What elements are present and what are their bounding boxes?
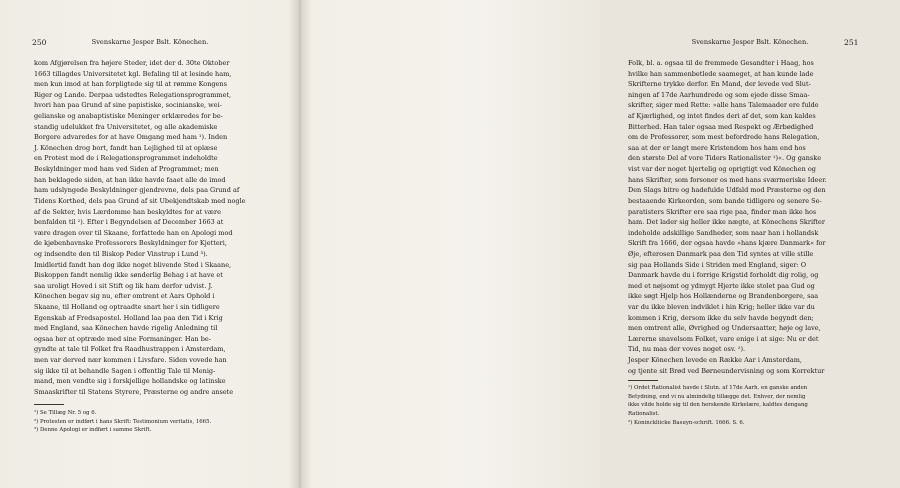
text-line: gelianske og anabaptistiske Meninger erklæredes for be- (34, 112, 223, 121)
text-line: Folk, bl. a. ogsaa til de fremmede Gesandter i Haag, hos (628, 59, 814, 67)
footnote-line: ³) Denne Apologi er indført i samme Skrift. (34, 427, 152, 434)
text-line: gyndte at tale til Folket fra Raadhustrappen i Amsterdam, (34, 345, 226, 354)
text-line: paratisters Skrifter ere saa rige paa, finder man ikke hos (628, 207, 817, 216)
right-page (300, 0, 859, 488)
text-line: Skrifterne trykke derfor. En Mand, der levede ved Slut- (628, 80, 811, 89)
footnotes (628, 384, 866, 427)
footnotes (34, 409, 272, 435)
text-line: men kun imod at han forpligtede sig til at rømme Kongens (34, 80, 227, 89)
text-line: om de Professorer, som mest befordrede hans Relegation, (628, 133, 820, 142)
footnote-line: Rationalist. (628, 411, 660, 418)
text-line: af Kjærlighed, og intet findes deri af det, som kan kaldes (628, 112, 816, 121)
text-line: kom Afgjørelsen fra højere Steder, idet der d. 30te Oktober (34, 59, 230, 67)
text-line: og indsendte den til Biskop Peder Vinstrup i Lund ³). (34, 249, 208, 258)
text-line: saa uroligt Hoved i sit Stift og lik ham derfor udvist. J. (34, 281, 213, 290)
text-line: de kjøbenhavnske Professorers Beskyldninger for Kjetteri, (34, 239, 227, 248)
text-line: med England, saa Könechen havde rigelig Anledning til (34, 324, 218, 333)
text-line: var du ikke bleven indviklet i hin Krig; heller ikke var du (628, 303, 815, 312)
text-line: ham. Det lader sig heller ikke nægte, at Könechens Skrifter (628, 218, 825, 227)
text-line: hvilke han sammenbetlede saameget, at han kunde lade (628, 69, 814, 78)
text-line: af de Sekter, hvis Lærdomme han beskyldtes for at være (34, 207, 221, 216)
text-line: standig udelukket fra Universitetet, og alle akademiske (34, 122, 218, 131)
text-line: Borgere advaredes for at have Omgang med ham ¹). Inden (34, 133, 228, 142)
text-line: skrifter, siger med Rette: »alle hans Talemaader ere fulde (628, 101, 819, 110)
text-line: Skaane, til Holland og optraadte snart her i sin tidligere (34, 303, 220, 312)
text-line: Lærerne snavelsom Folket, vare enige i at sige: Nu er det (628, 334, 819, 343)
page-number: 250 (32, 38, 47, 47)
text-line: Øje, efterosen Danmark paa den Tid syntes at ville stille (628, 249, 814, 258)
text-line: kommen i Krig, dersom ikke du selv havde begyndt den; (628, 313, 814, 322)
footnote-line: ¹) Se Tillæg Nr. 5 og 6. (34, 410, 97, 416)
text-line: sig ikke til at behandle Sagen i offentlig Tale til Menig- (34, 366, 216, 375)
footnote-line: ²) Protesten er indført i hans Skrift: Testimonium veritatis, 1665. (34, 418, 212, 425)
text-line: men omtrent alle, Øvrighed og Undersaatter, høje og lave, (628, 324, 821, 333)
text-line: være dragen over til Skaane, forfattede han en Apologi mod (34, 228, 233, 237)
text-line: Imidlertid fandt han dog ikke noget blivende Sted i Skaane, (34, 260, 232, 269)
text-line: Riger og Lande. Derpaa udstedtes Relegationsprogrammet, (34, 90, 232, 99)
text-line: Skrift fra 1666, der ogsaa havde »hans kjære Danmark« for (628, 239, 826, 248)
footnote-line: ²) Koninckliicke Basuyn-schrift. 1666. S. 6. (628, 419, 745, 426)
text-line: Biskoppen fandt nemlig ikke sønderlig Behag i at have et (34, 271, 223, 280)
text-line: bestaaende Kirkeorden, som bande tidligere og senere Se- (628, 196, 822, 205)
footnote-line: Betydning, end vi nu almindelig tillægge det. Enhver, der nemlig (628, 393, 806, 400)
text-line: ham udslyngede Beskyldninger gjendrevne, dels paa Grund af (34, 186, 240, 195)
running-head: Svenskarne Jesper Bslt. Könechen. (691, 38, 809, 46)
text-line: ningen af 17de Aarhundrede og som ejede disse Smaa- (628, 90, 810, 99)
text-line: hvori han paa Grund af sine papistiske, socinianske, wei- (34, 101, 222, 110)
text-line: Könechen begav sig nu, efter omtrent et Aars Ophold i (34, 292, 215, 301)
text-line: han beklagede siden, at han ikke havde faaet alle de imod (34, 175, 226, 184)
footnote-rule (34, 404, 64, 405)
text-line: J. Könechen drog bort, fandt han Lejlighed til at oplæse (34, 143, 218, 152)
body-text (628, 58, 866, 376)
text-line: Tidens Korthed, dels paa Grund af sit Ubekjendtskab med nogle (34, 196, 246, 205)
running-head: Svenskarne Jesper Bslt. Könechen. (91, 38, 209, 46)
text-line: indeholde adskillige Sandheder, som naar han i hollandsk (628, 228, 819, 237)
text-line: Den Slags bitre og hadefulde Udfald mod Præsterne og den (628, 186, 826, 195)
text-line: Danmark havde du i forrige Krigstid forholdt dig rolig, og (628, 271, 819, 280)
text-line: ogsaa her at optræde med sine Formaninger. Han be- (34, 334, 211, 343)
text-line: Smaaskrifter til Statens Styrere, Præsterne og andre ansete (34, 387, 234, 396)
text-line: en Protest mod de i Relegationsprogrammet indeholdte (34, 154, 218, 163)
text-line: ikke søgt Hjelp hos Hollænderne og Brandenborgere, saa (628, 292, 819, 301)
text-line: men var derved nær kommen i Livsfare. Siden vovede han (34, 356, 227, 365)
text-line: med et nøjsomt og ydmygt Hjerte ikke stolet paa Gud og (628, 281, 815, 290)
text-line: saa at der er langt mere Kristendom hos ham end hos (628, 143, 806, 152)
text-line: benfalden til ²). Efter i Begyndelsen af December 1663 at (34, 218, 224, 227)
footnote-rule (628, 380, 658, 381)
text-line: Egenskab af Fredsapostel. Holland laa paa den Tid i Krig (34, 313, 223, 322)
footnote-line: ¹) Ordet Rationalist havde i Slutn. af 17de Aarh. en ganske anden (628, 385, 808, 391)
text-line: Bitterhed. Han taler ogsaa med Respekt og Ærbødighed (628, 122, 814, 131)
text-line: mand, men vendte sig i forskjellige hollandske og latinske (34, 377, 226, 386)
footnote-line: ikke vilde holde sig til den herskende Kirkelære, kaldtes dengang (628, 402, 808, 409)
text-line: 1663 tillagdes Universitetet kgl. Befaling til at lesinde ham, (34, 69, 232, 78)
left-page (0, 0, 300, 488)
text-line: sig paa Hollands Side i Striden med England, siger: O (628, 260, 807, 269)
text-line: hans Skrifter, som forsoner os med hans sværmeriske Ideer. (628, 175, 827, 184)
text-line: den største Del af vore Tiders Rationalister ¹)«. Og ganske (628, 154, 822, 163)
page-number: 251 (844, 38, 859, 47)
text-line: Tid, nu maa der voves noget osv. ²). (628, 345, 746, 354)
body-text (34, 58, 272, 398)
text-line: Jesper Könechen levede en Række Aar i Amsterdam, (628, 356, 802, 365)
text-line: Beskyldninger mod ham ved Siden af Programmet; men (34, 165, 219, 174)
text-line: og tjente sit Brød ved Børneundervisning og som Korrektur (628, 366, 825, 375)
text-line: vist var der noget hjertelig og oprigtigt ved Könechen og (628, 165, 816, 174)
